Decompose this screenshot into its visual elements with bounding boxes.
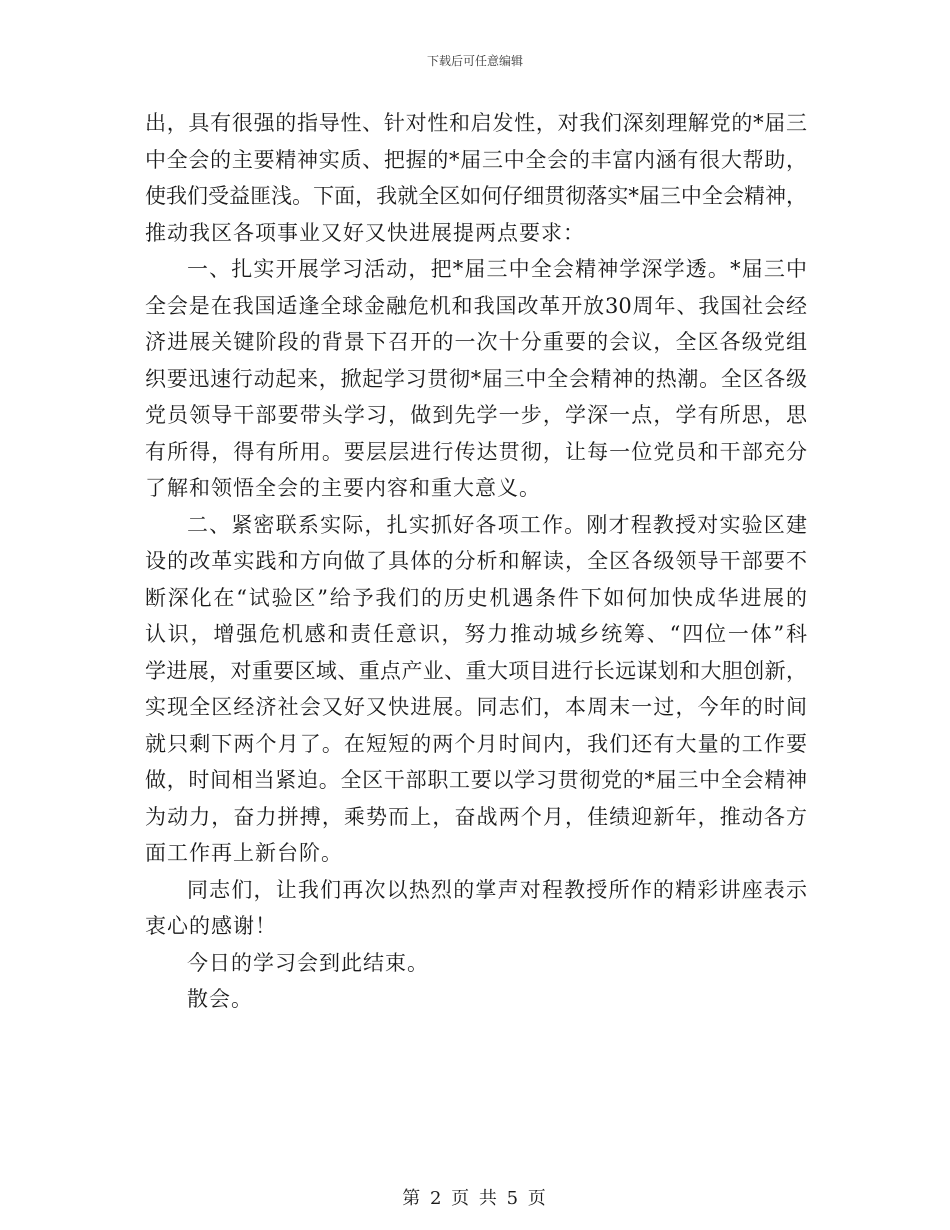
body-text-line: 出，具有很强的指导性、针对性和启发性，对我们深刻理解党的*届三 bbox=[145, 111, 807, 135]
body-text-line: 济进展关键阶段的背景下召开的一次十分重要的会议，全区各级党组 bbox=[145, 330, 807, 354]
body-text-line: 散会。 bbox=[187, 987, 253, 1011]
body-text-line: 认识，增强危机感和责任意识，努力推动城乡统筹、“四位一体”科 bbox=[145, 622, 807, 646]
body-text-line: 一、扎实开展学习活动，把*届三中全会精神学深学透。*届三中 bbox=[187, 257, 807, 281]
body-text-line: 学进展，对重要区域、重点产业、重大项目进行长远谋划和大胆创新， bbox=[145, 658, 807, 683]
page-header-note: 下载后可任意编辑 bbox=[426, 54, 523, 68]
body-text-line: 使我们受益匪浅。下面，我就全区如何仔细贯彻落实*届三中全会精神， bbox=[145, 184, 807, 208]
body-text-line: 今日的学习会到此结束。 bbox=[187, 950, 429, 975]
body-text-line: 面工作再上新台阶。 bbox=[145, 841, 343, 865]
body-text-line: 设的改革实践和方向做了具体的分析和解读，全区各级领导干部要不 bbox=[145, 549, 807, 573]
body-text-line: 做，时间相当紧迫。全区干部职工要以学习贯彻党的*届三中全会精神 bbox=[145, 768, 807, 792]
body-text-line: 推动我区各项事业又好又快进展提两点要求： bbox=[145, 220, 585, 245]
body-text-line: 了解和领悟全会的主要内容和重大意义。 bbox=[145, 476, 541, 500]
body-text-line: 织要迅速行动起来，掀起学习贯彻*届三中全会精神的热潮。全区各级 bbox=[145, 366, 807, 391]
body-text-line: 断深化在“试验区”给予我们的历史机遇条件下如何加快成华进展的 bbox=[145, 585, 807, 610]
body-text-line: 中全会的主要精神实质、把握的*届三中全会的丰富内涵有很大帮助， bbox=[145, 147, 807, 172]
body-text-line: 有所得，得有所用。要层层进行传达贯彻，让每一位党员和干部充分 bbox=[145, 439, 807, 464]
document-body bbox=[145, 105, 807, 1018]
body-text-line: 二、紧密联系实际，扎实抓好各项工作。刚才程教授对实验区建 bbox=[187, 512, 807, 537]
body-text-line: 全会是在我国适逢全球金融危机和我国改革开放30周年、我国社会经 bbox=[145, 293, 807, 318]
page-number-footer: 第 2 页 共 5 页 bbox=[402, 1188, 548, 1209]
body-text-line: 衷心的感谢！ bbox=[145, 914, 277, 938]
body-text-line: 党员领导干部要带头学习，做到先学一步，学深一点，学有所思，思 bbox=[145, 403, 807, 427]
body-text-line: 实现全区经济社会又好又快进展。同志们，本周末一过，今年的时间 bbox=[145, 695, 807, 719]
body-text-line: 为动力，奋力拼搏，乘势而上，奋战两个月，佳绩迎新年，推动各方 bbox=[145, 804, 807, 829]
body-text-line: 就只剩下两个月了。在短短的两个月时间内，我们还有大量的工作要 bbox=[145, 731, 807, 756]
body-text-line: 同志们，让我们再次以热烈的掌声对程教授所作的精彩讲座表示 bbox=[187, 877, 807, 902]
